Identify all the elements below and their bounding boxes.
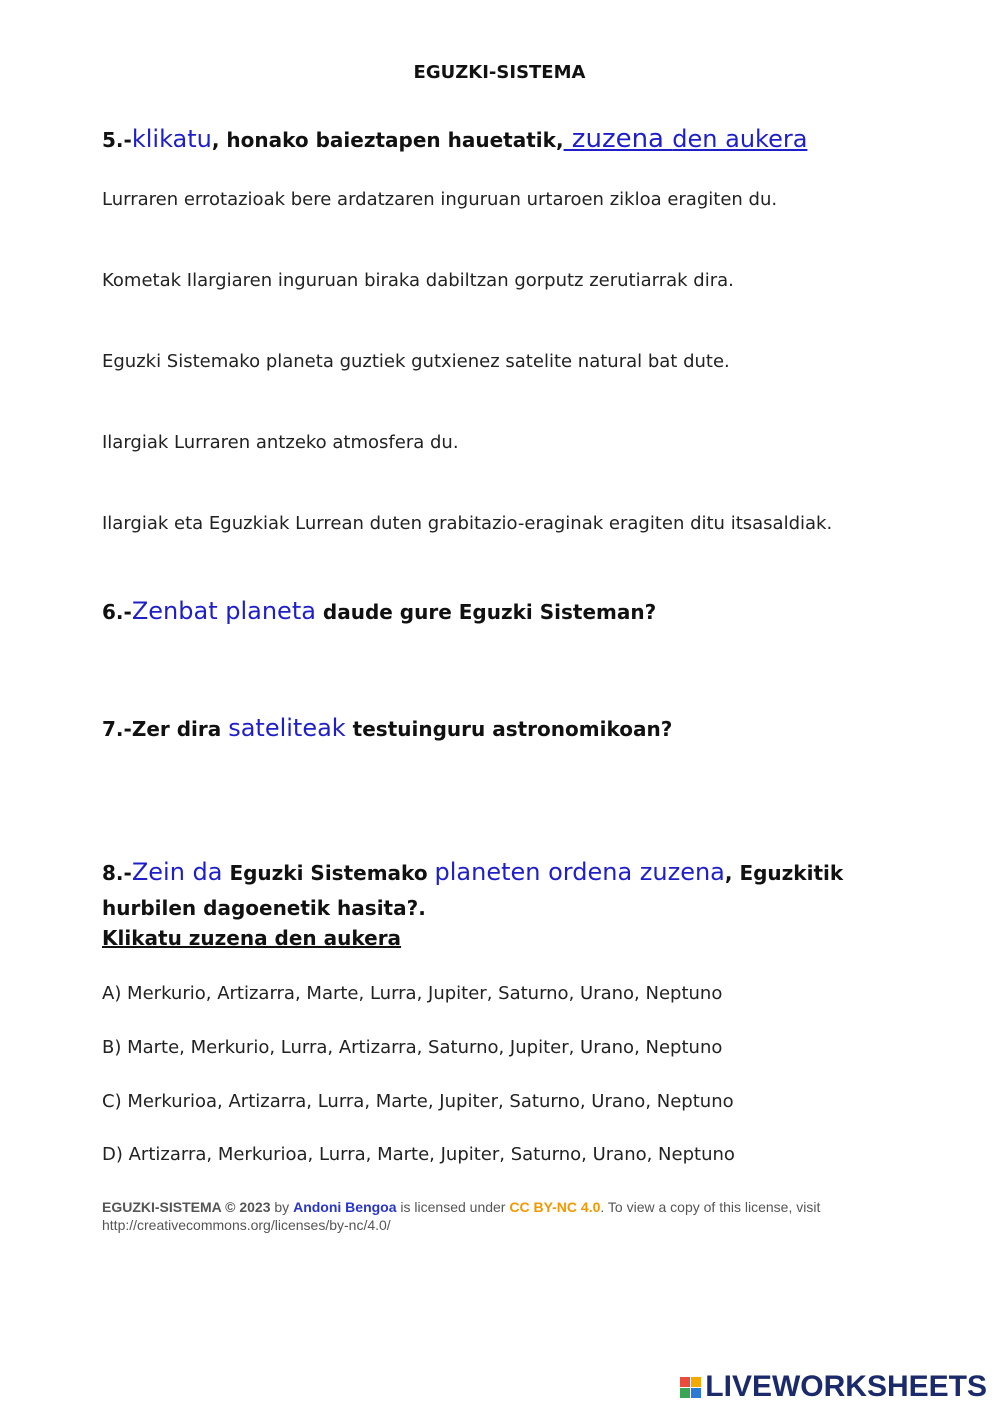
answer-option-c[interactable]: C) Merkurioa, Artizarra, Lurra, Marte, Jupiter, Saturno, Urano, Neptuno (102, 1091, 734, 1112)
question-8-keyword-zein-da: Zein da (131, 858, 223, 886)
license-by: by (270, 1199, 294, 1215)
question-8-instruction: Klikatu zuzena den aukera (102, 926, 402, 950)
question-8-number: 8.- (102, 861, 132, 885)
question-8-line-2: hurbilen dagoenetik hasita?. (102, 896, 426, 920)
answer-option-b[interactable]: B) Marte, Merkurio, Lurra, Artizarra, Saturno, Jupiter, Urano, Neptuno (102, 1037, 723, 1058)
logo-square (691, 1388, 701, 1398)
question-5-keyword-zuzena: zuzena (563, 124, 673, 154)
page-title: EGUZKI-SISTEMA (413, 62, 586, 83)
license-end: . To view a copy of this license, visit (600, 1199, 821, 1215)
statement-option[interactable]: Eguzki Sistemako planeta guztiek gutxienez satelite natural bat dute. (102, 351, 730, 372)
question-6-keyword: Zenbat planeta (131, 597, 316, 625)
question-7-text-end: testuinguru astronomikoan? (345, 717, 673, 741)
question-6-text: daude gure Eguzki Sisteman? (315, 600, 657, 624)
logo-square (680, 1377, 690, 1387)
question-7 (102, 714, 672, 742)
question-5-keyword-den-aukera: den aukera (672, 125, 808, 153)
liveworksheets-logo-icon (680, 1377, 701, 1398)
statement-option[interactable]: Kometak Ilargiaren inguruan biraka dabiltzan gorputz zerutiarrak dira. (102, 270, 734, 291)
question-8-text-end: , Eguzkitik (724, 861, 844, 885)
statement-option[interactable]: Ilargiak Lurraren antzeko atmosfera du. (102, 432, 459, 453)
license-url[interactable]: http://creativecommons.org/licenses/by-nc/4.0/ (102, 1217, 391, 1233)
question-5-number: 5.- (102, 128, 132, 152)
liveworksheets-brand (680, 1370, 987, 1404)
license-work: EGUZKI-SISTEMA © 2023 (102, 1199, 271, 1215)
license-mid: is licensed under (396, 1199, 510, 1215)
question-8 (102, 858, 843, 886)
answer-option-a[interactable]: A) Merkurio, Artizarra, Marte, Lurra, Jupiter, Saturno, Urano, Neptuno (102, 983, 723, 1004)
license-author-link[interactable]: Andoni Bengoa (293, 1199, 397, 1215)
license-cc-link[interactable]: CC BY-NC 4.0 (509, 1199, 601, 1215)
question-6-number: 6.- (102, 600, 132, 624)
answer-option-d[interactable]: D) Artizarra, Merkurioa, Lurra, Marte, Jupiter, Saturno, Urano, Neptuno (102, 1144, 735, 1165)
statement-option[interactable]: Ilargiak eta Eguzkiak Lurrean duten grabitazio-eraginak eragiten ditu itsasaldiak. (102, 513, 833, 534)
question-7-text-start: 7.-Zer dira (102, 717, 229, 741)
question-7-keyword: sateliteak (228, 714, 346, 742)
license-notice (102, 1198, 902, 1234)
question-5-keyword-klikatu: klikatu (131, 125, 212, 153)
question-6 (102, 597, 656, 625)
liveworksheets-wordmark: LIVEWORKSHEETS (705, 1370, 987, 1403)
statement-option[interactable]: Lurraren errotazioak bere ardatzaren inguruan urtaroen zikloa eragiten du. (102, 189, 778, 210)
question-5-text: , honako baieztapen hauetatik, (211, 128, 564, 152)
question-5 (102, 124, 807, 154)
logo-square (680, 1388, 690, 1398)
question-8-keyword-ordena: planeten ordena zuzena (434, 858, 725, 886)
question-8-text: Eguzki Sistemako (222, 861, 435, 885)
logo-square (691, 1377, 701, 1387)
